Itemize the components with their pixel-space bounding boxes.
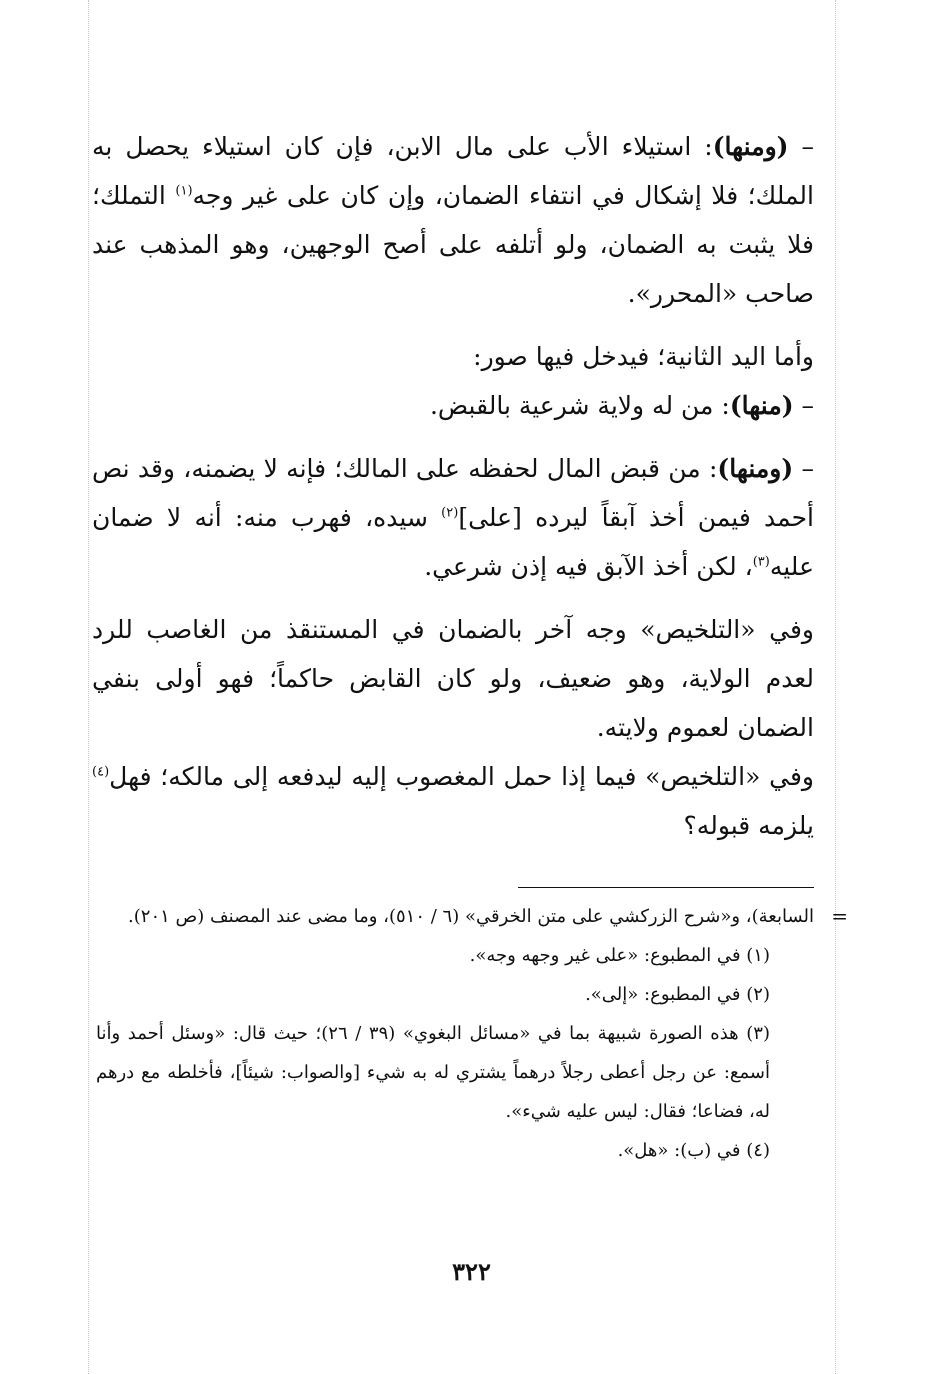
page-number: ٣٢٢ [452, 1257, 491, 1286]
paragraph-5: وفي «التلخيص» وجه آخر بالضمان في المستنقذ من الغاصب للرد لعدم الولاية، وهو ضعيف، ولو كان القابض حاكماً؛ فهو أولى بنفي الضمان لعموم ولايته. [92, 615, 814, 742]
paragraph-1 [92, 122, 814, 318]
dotted-margin-right [835, 0, 836, 1374]
footnotes [96, 897, 848, 1170]
footnote-1: (١) في المطبوع: «على غير وجهه وجه». [469, 945, 770, 966]
dash: – [801, 454, 814, 483]
paragraph-text: يلزمه قبوله؟ [683, 811, 814, 840]
paragraph-text: : استيلاء الأب على مال الابن، فإن كان استيلاء يحصل به الملك؛ فلا إشكال في انتفاء الضمان، وإن كان على غير وجه [92, 132, 814, 210]
footnote-text: السابعة)، و«شرح الزركشي على متن الخرقي» (٦ / ٥١٠)، وما مضى عند المصنف (ص ٢٠١). [128, 906, 814, 927]
footnote-ref-4: (٤) [92, 764, 110, 780]
paragraph-text: التملك؛ فلا يثبت به الضمان، ولو أتلفه على أصح الوجهين، وهو المذهب عند صاحب «المحرر». [92, 181, 814, 308]
paragraph-6 [92, 752, 814, 850]
paragraph-lead: (ومنها) [717, 454, 794, 483]
paragraph-text: : من قبض المال لحفظه على المالك؛ فإنه لا يضمنه، وقد نص أحمد فيمن أخذ آبقاً ليرده [على] [92, 454, 815, 532]
footnote-2: (٢) في المطبوع: «إلى». [585, 984, 770, 1005]
paragraph-text: سيده، فهرب منه: أنه لا ضمان عليه [92, 503, 814, 581]
dotted-margin-left [88, 0, 89, 1374]
paragraph-2: وأما اليد الثانية؛ فيدخل فيها صور: [473, 342, 814, 371]
paragraph-lead: (منها) [729, 391, 794, 420]
footnote-3: (٣) هذه الصورة شبيهة بما في «مسائل البغوي» (٣٩ / ٢٦)؛ حيث قال: «وسئل أحمد وأنا أسمع: عن رجل أعطى رجلاً درهماً يشتري له به شيء [والصواب: شيئاً]، فأخلطه مع درهم له، فضاعا؛ فقال: ليس عليه شيء». [96, 1023, 770, 1122]
footnote-separator [518, 887, 814, 888]
paragraph-3 [92, 381, 814, 430]
paragraph-text: وفي «التلخيص» فيما إذا حمل المغصوب إليه ليدفعه إلى مالكه؛ فهل [109, 762, 814, 791]
dash: – [801, 132, 815, 161]
footnote-continuation [96, 897, 848, 936]
paragraph-4 [92, 444, 814, 591]
main-text [92, 122, 814, 850]
dash: – [801, 391, 814, 420]
footnote-ref-1: (١) [175, 183, 193, 199]
paragraph-lead: (ومنها) [712, 132, 789, 161]
continuation-mark: = [831, 904, 848, 928]
footnote-ref-2: (٢) [441, 505, 459, 521]
paragraph-text: ، لكن أخذ الآبق فيه إذن شرعي. [424, 552, 753, 581]
footnote-4: (٤) في (ب): «هل». [617, 1140, 770, 1161]
footnote-ref-3: (٣) [752, 554, 770, 570]
paragraph-text: : من له ولاية شرعية بالقبض. [429, 391, 730, 420]
